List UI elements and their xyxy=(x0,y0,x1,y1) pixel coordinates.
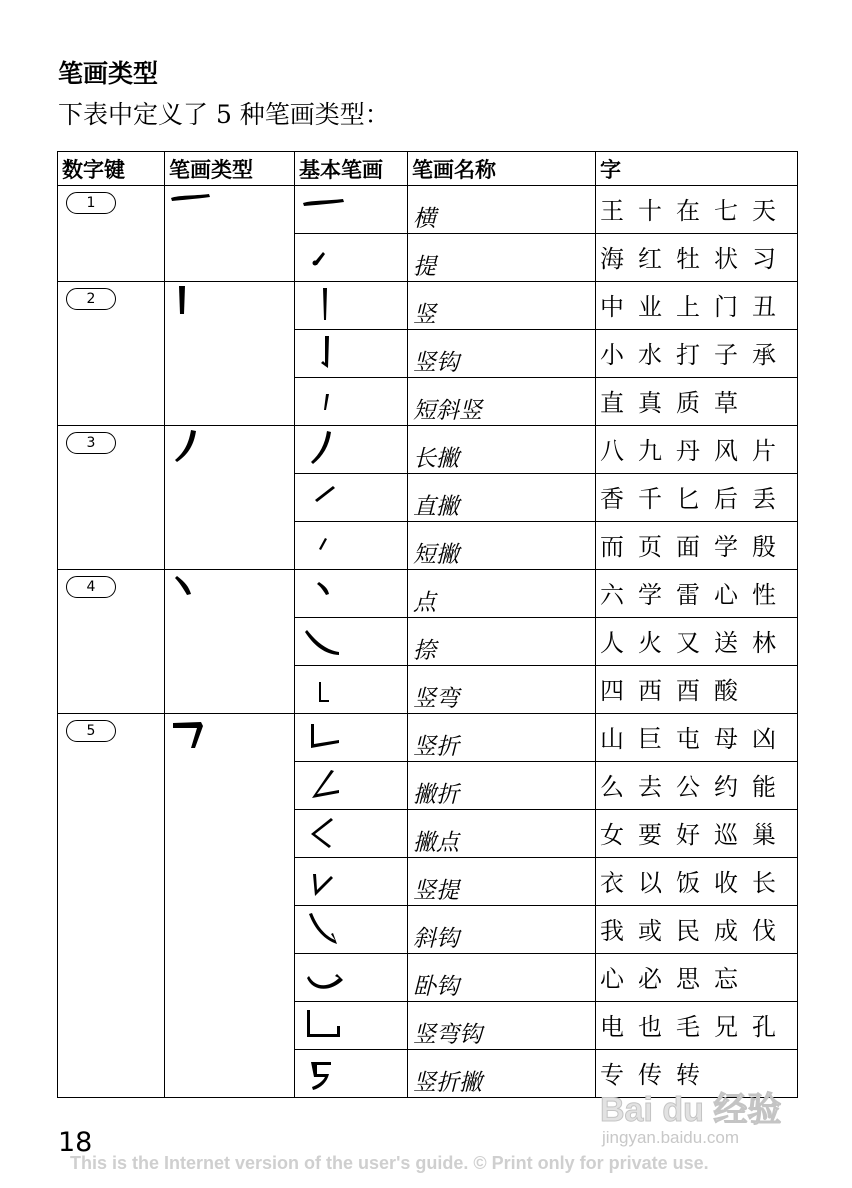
stroke-name-cell xyxy=(408,810,596,858)
example-characters: 海红牡状习 xyxy=(600,245,790,273)
table-row xyxy=(58,186,798,234)
basic-stroke-cell xyxy=(295,810,408,858)
example-characters-cell xyxy=(596,378,798,426)
basic-stroke-cell xyxy=(295,906,408,954)
example-characters: 专传转 xyxy=(600,1061,714,1089)
dot-stroke-icon xyxy=(165,570,221,610)
duanxieshu-icon xyxy=(295,378,351,422)
example-characters: 小水打子承 xyxy=(600,341,790,369)
example-characters-cell xyxy=(596,618,798,666)
stroke-name: 竖提 xyxy=(413,878,459,904)
table-row xyxy=(58,282,798,330)
shugou-icon xyxy=(295,330,351,374)
stroke-name: 提 xyxy=(413,254,436,280)
stroke-name-cell xyxy=(408,618,596,666)
table-row xyxy=(58,714,798,762)
duanpie-icon xyxy=(295,522,351,566)
basic-stroke-cell xyxy=(295,378,408,426)
stroke-type-cell xyxy=(165,282,295,426)
wogou-icon xyxy=(295,954,351,998)
shuwangou-icon xyxy=(295,1002,351,1046)
basic-stroke-cell xyxy=(295,282,408,330)
example-characters: 中业上门丑 xyxy=(600,293,790,321)
example-characters-cell xyxy=(596,570,798,618)
stroke-name: 短撇 xyxy=(413,542,459,568)
example-characters-cell xyxy=(596,474,798,522)
stroke-name: 卧钩 xyxy=(413,974,459,1000)
stroke-name-cell xyxy=(408,234,596,282)
basic-stroke-cell xyxy=(295,1002,408,1050)
dian-icon xyxy=(295,570,351,614)
stroke-name: 撇点 xyxy=(413,830,459,856)
example-characters-cell xyxy=(596,186,798,234)
table-header-row xyxy=(58,152,798,186)
basic-stroke-cell xyxy=(295,618,408,666)
stroke-type-cell xyxy=(165,186,295,282)
example-characters-cell xyxy=(596,234,798,282)
stroke-type-cell xyxy=(165,426,295,570)
stroke-name-cell xyxy=(408,762,596,810)
table-row xyxy=(58,426,798,474)
example-characters: 王十在七天 xyxy=(600,197,790,225)
example-characters: 四西酉酸 xyxy=(600,677,752,705)
stroke-name: 竖 xyxy=(413,302,436,328)
vertical-stroke-icon xyxy=(165,282,221,322)
stroke-name-cell xyxy=(408,378,596,426)
table-row xyxy=(58,570,798,618)
basic-stroke-cell xyxy=(295,1050,408,1098)
header-numeric-key: 数字键 xyxy=(58,152,165,186)
basic-stroke-cell xyxy=(295,954,408,1002)
basic-stroke-cell xyxy=(295,522,408,570)
example-characters: 心必思忘 xyxy=(600,965,752,993)
basic-stroke-cell xyxy=(295,234,408,282)
stroke-name-cell xyxy=(408,426,596,474)
watermark-url: jingyan.baidu.com xyxy=(602,1128,740,1147)
header-stroke-name: 笔画名称 xyxy=(408,152,596,186)
numeric-key-cell xyxy=(58,186,165,282)
numeric-key-cell xyxy=(58,282,165,426)
example-characters-cell xyxy=(596,954,798,1002)
section-subtitle: 下表中定义了 5 种笔画类型： xyxy=(58,100,390,129)
stroke-type-cell xyxy=(165,714,295,1098)
example-characters: 山巨屯母凶 xyxy=(600,725,790,753)
stroke-type-cell xyxy=(165,570,295,714)
stroke-name-cell xyxy=(408,1050,596,1098)
numeric-key-cell xyxy=(58,426,165,570)
stroke-name: 短斜竖 xyxy=(413,398,482,424)
header-stroke-type: 笔画类型 xyxy=(165,152,295,186)
keypad-key-icon: 3 xyxy=(66,432,116,454)
example-characters-cell xyxy=(596,906,798,954)
numeric-key-cell xyxy=(58,570,165,714)
example-characters-cell xyxy=(596,1002,798,1050)
keypad-key-icon: 2 xyxy=(66,288,116,310)
stroke-name: 长撇 xyxy=(413,446,459,472)
example-characters-cell xyxy=(596,762,798,810)
shu-icon xyxy=(295,282,351,326)
turning-stroke-icon xyxy=(165,714,221,754)
example-characters: 八九丹风片 xyxy=(600,437,790,465)
stroke-name-cell xyxy=(408,666,596,714)
basic-stroke-cell xyxy=(295,762,408,810)
piedian-icon xyxy=(295,810,351,854)
xiegou-icon xyxy=(295,906,351,950)
header-basic-stroke: 基本笔画 xyxy=(295,152,408,186)
stroke-name-cell xyxy=(408,954,596,1002)
example-characters: 六学雷心性 xyxy=(600,581,790,609)
stroke-name-cell xyxy=(408,474,596,522)
example-characters-cell xyxy=(596,426,798,474)
shuzhe-icon xyxy=(295,714,351,758)
example-characters-cell xyxy=(596,666,798,714)
example-characters-cell xyxy=(596,714,798,762)
stroke-name-cell xyxy=(408,714,596,762)
stroke-name: 点 xyxy=(413,590,436,616)
example-characters-cell xyxy=(596,330,798,378)
example-characters: 电也毛兄孔 xyxy=(600,1013,790,1041)
example-characters: 香千匕后丢 xyxy=(600,485,790,513)
stroke-name: 捺 xyxy=(413,638,436,664)
stroke-type-table xyxy=(57,151,798,1098)
numeric-key-cell xyxy=(58,714,165,1098)
na-icon xyxy=(295,618,351,662)
example-characters-cell xyxy=(596,858,798,906)
stroke-name: 横 xyxy=(413,206,436,232)
stroke-name-cell xyxy=(408,282,596,330)
stroke-name: 竖折撇 xyxy=(413,1070,482,1096)
basic-stroke-cell xyxy=(295,666,408,714)
example-characters: 么去公约能 xyxy=(600,773,790,801)
keypad-key-icon: 1 xyxy=(66,192,116,214)
example-characters: 人火又送林 xyxy=(600,629,790,657)
stroke-name-cell xyxy=(408,906,596,954)
basic-stroke-cell xyxy=(295,426,408,474)
example-characters: 而页面学殷 xyxy=(600,533,790,561)
basic-stroke-cell xyxy=(295,714,408,762)
example-characters: 女要好巡巢 xyxy=(600,821,790,849)
example-characters-cell xyxy=(596,522,798,570)
stroke-name: 竖弯钩 xyxy=(413,1022,482,1048)
zhipie-icon xyxy=(295,474,351,518)
example-characters-cell xyxy=(596,810,798,858)
section-title: 笔画类型 xyxy=(58,59,159,88)
stroke-name-cell xyxy=(408,570,596,618)
stroke-name: 竖钩 xyxy=(413,350,459,376)
stroke-name-cell xyxy=(408,330,596,378)
shuti-icon xyxy=(295,858,351,902)
shuzhepie-icon xyxy=(295,1050,351,1094)
stroke-name-cell xyxy=(408,858,596,906)
horizontal-stroke-icon xyxy=(165,186,221,226)
piezhe-icon xyxy=(295,762,351,806)
example-characters: 我或民成伐 xyxy=(600,917,790,945)
header-characters: 字 xyxy=(596,152,798,186)
stroke-name: 撇折 xyxy=(413,782,459,808)
shuwan-icon xyxy=(295,666,351,710)
example-characters-cell xyxy=(596,282,798,330)
changpie-icon xyxy=(295,426,351,470)
stroke-name: 竖折 xyxy=(413,734,459,760)
basic-stroke-cell xyxy=(295,474,408,522)
example-characters: 直真质草 xyxy=(600,389,752,417)
basic-stroke-cell xyxy=(295,858,408,906)
left-falling-stroke-icon xyxy=(165,426,221,466)
stroke-name: 斜钩 xyxy=(413,926,459,952)
stroke-name: 竖弯 xyxy=(413,686,459,712)
keypad-key-icon: 4 xyxy=(66,576,116,598)
stroke-name-cell xyxy=(408,1002,596,1050)
basic-stroke-cell xyxy=(295,186,408,234)
example-characters: 衣以饭收长 xyxy=(600,869,790,897)
basic-stroke-cell xyxy=(295,330,408,378)
footer-note: This is the Internet version of the user's guide. © Print only for private use. xyxy=(70,1153,709,1173)
heng-icon xyxy=(295,186,351,230)
keypad-key-icon: 5 xyxy=(66,720,116,742)
page-number: 18 xyxy=(58,1127,93,1158)
basic-stroke-cell xyxy=(295,570,408,618)
stroke-name-cell xyxy=(408,186,596,234)
stroke-name-cell xyxy=(408,522,596,570)
ti-icon xyxy=(295,234,351,278)
stroke-name: 直撇 xyxy=(413,494,459,520)
watermark-brand: Bai du 经验 xyxy=(600,1091,782,1129)
